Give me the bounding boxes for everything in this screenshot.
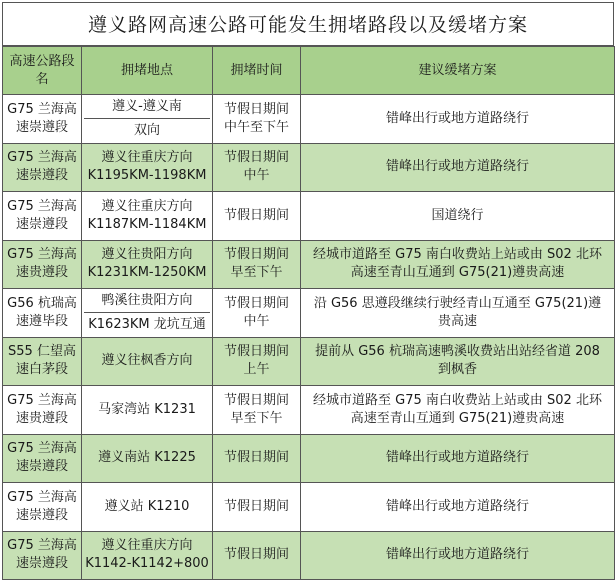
cell-location [82,240,213,289]
cell-plan-line: 错峰出行或地方道路绕行 [385,498,529,514]
cell-time-line: 节假日期间 [223,547,289,563]
cell-location-line: K1187KM-1184KM [87,216,207,232]
cell-road-name [3,531,82,580]
header-road-name: 高速公路段名 [3,47,82,95]
header-location: 拥堵地点 [82,47,213,95]
cell-location [82,192,213,241]
cell-time-line: 节假日期间 [223,101,289,117]
cell-road-name [3,240,82,289]
cell-time-line: 早至下午 [230,410,283,426]
cell-road-name-line: 速崇遵段 [15,216,68,232]
table-row [3,240,615,289]
table-row [3,95,615,144]
table-row [3,192,615,241]
cell-plan [301,386,615,435]
cell-time-line: 节假日期间 [223,247,289,263]
cell-location-line: K1195KM-1198KM [87,168,207,184]
cell-plan-line: 错峰出行或地方道路绕行 [385,450,529,466]
cell-road-name-line: 速崇遵段 [15,507,68,523]
cell-time-line: 节假日期间 [223,392,289,408]
cell-road-name-line: 速崇遵段 [15,168,68,184]
cell-location-line: K1142-K1142+800 [85,556,209,572]
cell-time-line: 节假日期间 [223,295,289,311]
cell-road-name-line: G75 兰海高 [7,198,77,214]
cell-road-name-line: 速白茅段 [15,362,68,378]
cell-time [213,434,301,483]
cell-road-name [3,483,82,532]
cell-road-name-line: 速贵遵段 [15,410,68,426]
cell-time-line: 节假日期间 [223,150,289,166]
page-title: 遵义路网高速公路可能发生拥堵路段以及缓堵方案 [2,2,614,46]
cell-location-line: 遵义往重庆方向 [101,150,193,166]
cell-road-name-line: G75 兰海高 [7,489,77,505]
cell-time [213,143,301,192]
cell-time-line: 节假日期间 [223,207,289,223]
table-row [3,434,615,483]
table-row [3,289,615,338]
cell-road-name [3,289,82,338]
cell-plan-line: 错峰出行或地方道路绕行 [385,110,529,126]
cell-road-name-line: G56 杭瑞高 [7,295,77,311]
cell-location-line: 鸭溪往贵阳方向 [84,289,210,313]
cell-location-line: 马家湾站 K1231 [98,401,196,417]
cell-road-name [3,337,82,386]
cell-location-line: 遵义往枫香方向 [101,353,193,369]
cell-time-line: 节假日期间 [223,450,289,466]
cell-road-name-line: 速遵毕段 [15,313,68,329]
cell-time-line: 节假日期间 [223,344,289,360]
cell-location-line: K1231KM-1250KM [87,265,207,281]
cell-location [82,337,213,386]
cell-plan [301,192,615,241]
cell-time-line: 早至下午 [230,265,283,281]
cell-road-name-line: 速贵遵段 [15,265,68,281]
cell-road-name [3,434,82,483]
cell-location [82,483,213,532]
cell-location-line: 遵义往重庆方向 [101,198,193,214]
cell-time-line: 上午 [243,362,270,378]
cell-plan-line: 经城市道路至 G75 南白收费站上站或由 S02 北环 [313,392,602,408]
cell-time [213,95,301,144]
cell-location-line: 遵义往贵阳方向 [101,247,193,263]
table-row [3,386,615,435]
cell-time-line: 中午至下午 [223,119,289,135]
cell-time [213,386,301,435]
cell-location [82,289,213,338]
cell-plan-line: 贵高速 [437,313,477,329]
cell-location [82,386,213,435]
cell-time [213,289,301,338]
cell-plan-line: 错峰出行或地方道路绕行 [385,547,529,563]
cell-plan-line: 提前从 G56 杭瑞高速鸭溪收费站出站经省道 208 [315,344,600,360]
cell-time [213,337,301,386]
cell-road-name-line: G75 兰海高 [7,392,77,408]
cell-road-name [3,143,82,192]
cell-road-name [3,95,82,144]
cell-plan [301,240,615,289]
cell-time-line: 中午 [243,168,270,184]
cell-time [213,531,301,580]
cell-plan-line: 错峰出行或地方道路绕行 [385,159,529,175]
table-row [3,143,615,192]
cell-plan [301,483,615,532]
cell-time-line: 中午 [243,313,270,329]
cell-location-line: 遵义往重庆方向 [101,538,193,554]
cell-time-line: 节假日期间 [223,498,289,514]
cell-plan [301,337,615,386]
cell-plan-line: 高速至青山互通到 G75(21)遵贵高速 [350,265,565,281]
congestion-table [2,46,615,580]
table-row [3,531,615,580]
cell-plan [301,289,615,338]
cell-plan-line: 沿 G56 思遵段继续行驶经青山互通至 G75(21)遵 [313,295,602,311]
cell-plan [301,531,615,580]
cell-location-line: 遵义-遵义南 [84,95,210,119]
cell-road-name-line: G75 兰海高 [7,101,77,117]
cell-road-name [3,386,82,435]
cell-road-name-line: G75 兰海高 [7,247,77,263]
table-row [3,337,615,386]
cell-road-name-line: G75 兰海高 [7,441,77,457]
cell-plan [301,95,615,144]
cell-road-name-line: G75 兰海高 [7,150,77,166]
cell-road-name [3,192,82,241]
cell-time [213,192,301,241]
cell-location [82,531,213,580]
cell-location-line: K1623KM 龙坑互通 [88,316,206,332]
cell-location-line: 遵义南站 K1225 [98,450,196,466]
header-plan: 建议缓堵方案 [301,47,615,95]
table-row [3,483,615,532]
header-time: 拥堵时间 [213,47,301,95]
cell-plan [301,434,615,483]
cell-location-line: 遵义站 K1210 [104,498,190,514]
cell-location-line: 双向 [133,122,160,138]
cell-plan-line: 国道绕行 [431,207,484,223]
cell-plan [301,143,615,192]
cell-location [82,434,213,483]
cell-road-name-line: 速崇遵段 [15,119,68,135]
cell-location [82,95,213,144]
cell-location [82,143,213,192]
cell-plan-line: 到枫香 [437,362,477,378]
cell-road-name-line: G75 兰海高 [7,538,77,554]
cell-plan-line: 高速至青山互通到 G75(21)遵贵高速 [350,410,565,426]
cell-road-name-line: 速崇遵段 [15,459,68,475]
cell-time [213,483,301,532]
cell-plan-line: 经城市道路至 G75 南白收费站上站或由 S02 北环 [313,247,602,263]
cell-road-name-line: S55 仁望高 [8,344,76,360]
cell-time [213,240,301,289]
cell-road-name-line: 速崇遵段 [15,556,68,572]
